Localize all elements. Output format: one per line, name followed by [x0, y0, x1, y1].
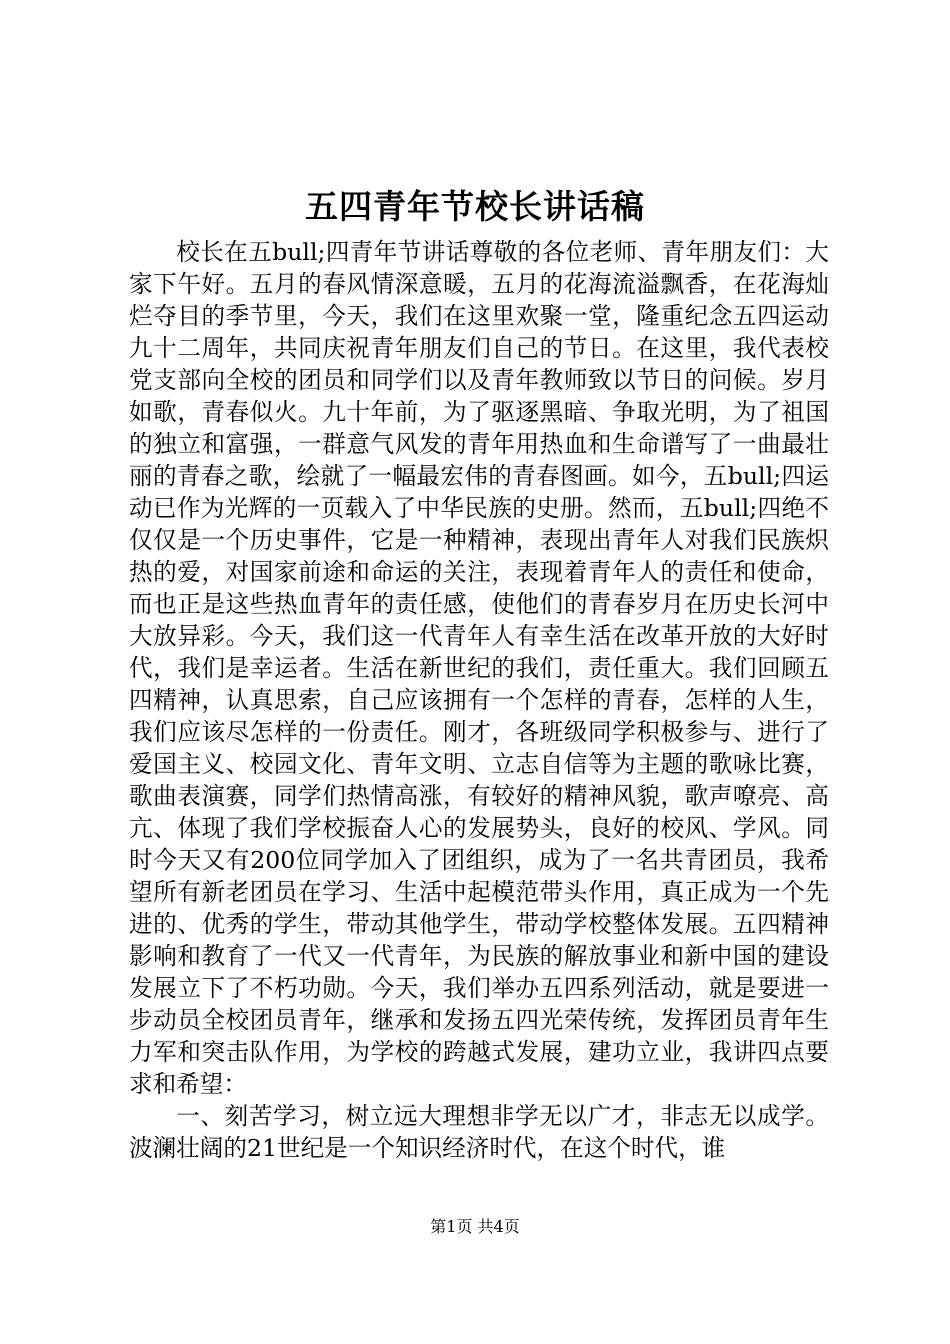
- document-body: [129, 236, 829, 1164]
- page-title: 五四青年节校长讲话稿: [305, 187, 645, 226]
- paragraph: 一、刻苦学习，树立远大理想非学无以广才，非志无以成学。波澜壮阔的21世纪是一个知识经济时代，在这个时代，谁: [129, 1102, 829, 1162]
- paragraph: 校长在五bull;四青年节讲话尊敬的各位老师、青年朋友们：大家下午好。五月的春风情深意暖，五月的花海流溢飘香，在花海灿烂夺目的季节里，今天，我们在这里欢聚一堂，隆重纪念五四运动九十二周年，共同庆祝青年朋友们自己的节日。在这里，我代表校党支部向全校的团员和同学们以及青年教师致以节日的问候。岁月如歌，青春似火。九十年前，为了驱逐黑暗、争取光明，为了祖国的独立和富强，一群意气风发的青年用热血和生命谱写了一曲最壮丽的青春之歌，绘就了一幅最宏伟的青春图画。如今，五bull;四运动已作为光辉的一页载入了中华民族的史册。然而，五bull;四绝不仅仅是一个历史事件，它是一种精神，表现出青年人对我们民族炽热的爱，对国家前途和命运的关注，表现着青年人的责任和使命，而也正是这些热血青年的责任感，使他们的青春岁月在历史长河中大放异彩。今天，我们这一代青年人有幸生活在改革开放的大好时代，我们是幸运者。生活在新世纪的我们，责任重大。我们回顾五四精神，认真思索，自己应该拥有一个怎样的青春，怎样的人生，我们应该尽怎样的一份责任。刚才，各班级同学积极参与、进行了爱国主义、校园文化、青年文明、立志自信等为主题的歌咏比赛，歌曲表演赛，同学们热情高涨，有较好的精神风貌，歌声嘹亮、高亢、体现了我们学校振奋人心的发展势头，良好的校风、学风。同时今天又有200位同学加入了团组织，成为了一名共青团员，我希望所有新老团员在学习、生活中起模范带头作用，真正成为一个先进的、优秀的学生，带动其他学生，带动学校整体发展。五四精神影响和教育了一代又一代青年，为民族的解放事业和新中国的建设发展立下了不朽功勋。今天，我们举办五四系列活动，就是要进一步动员全校团员青年，继承和发扬五四光荣传统，发挥团员青年生力军和突击队作用，为学校的跨越式发展，建功立业，我讲四点要求和希望：: [129, 238, 829, 1098]
- page-number-footer: 第1页 共4页: [430, 1217, 520, 1236]
